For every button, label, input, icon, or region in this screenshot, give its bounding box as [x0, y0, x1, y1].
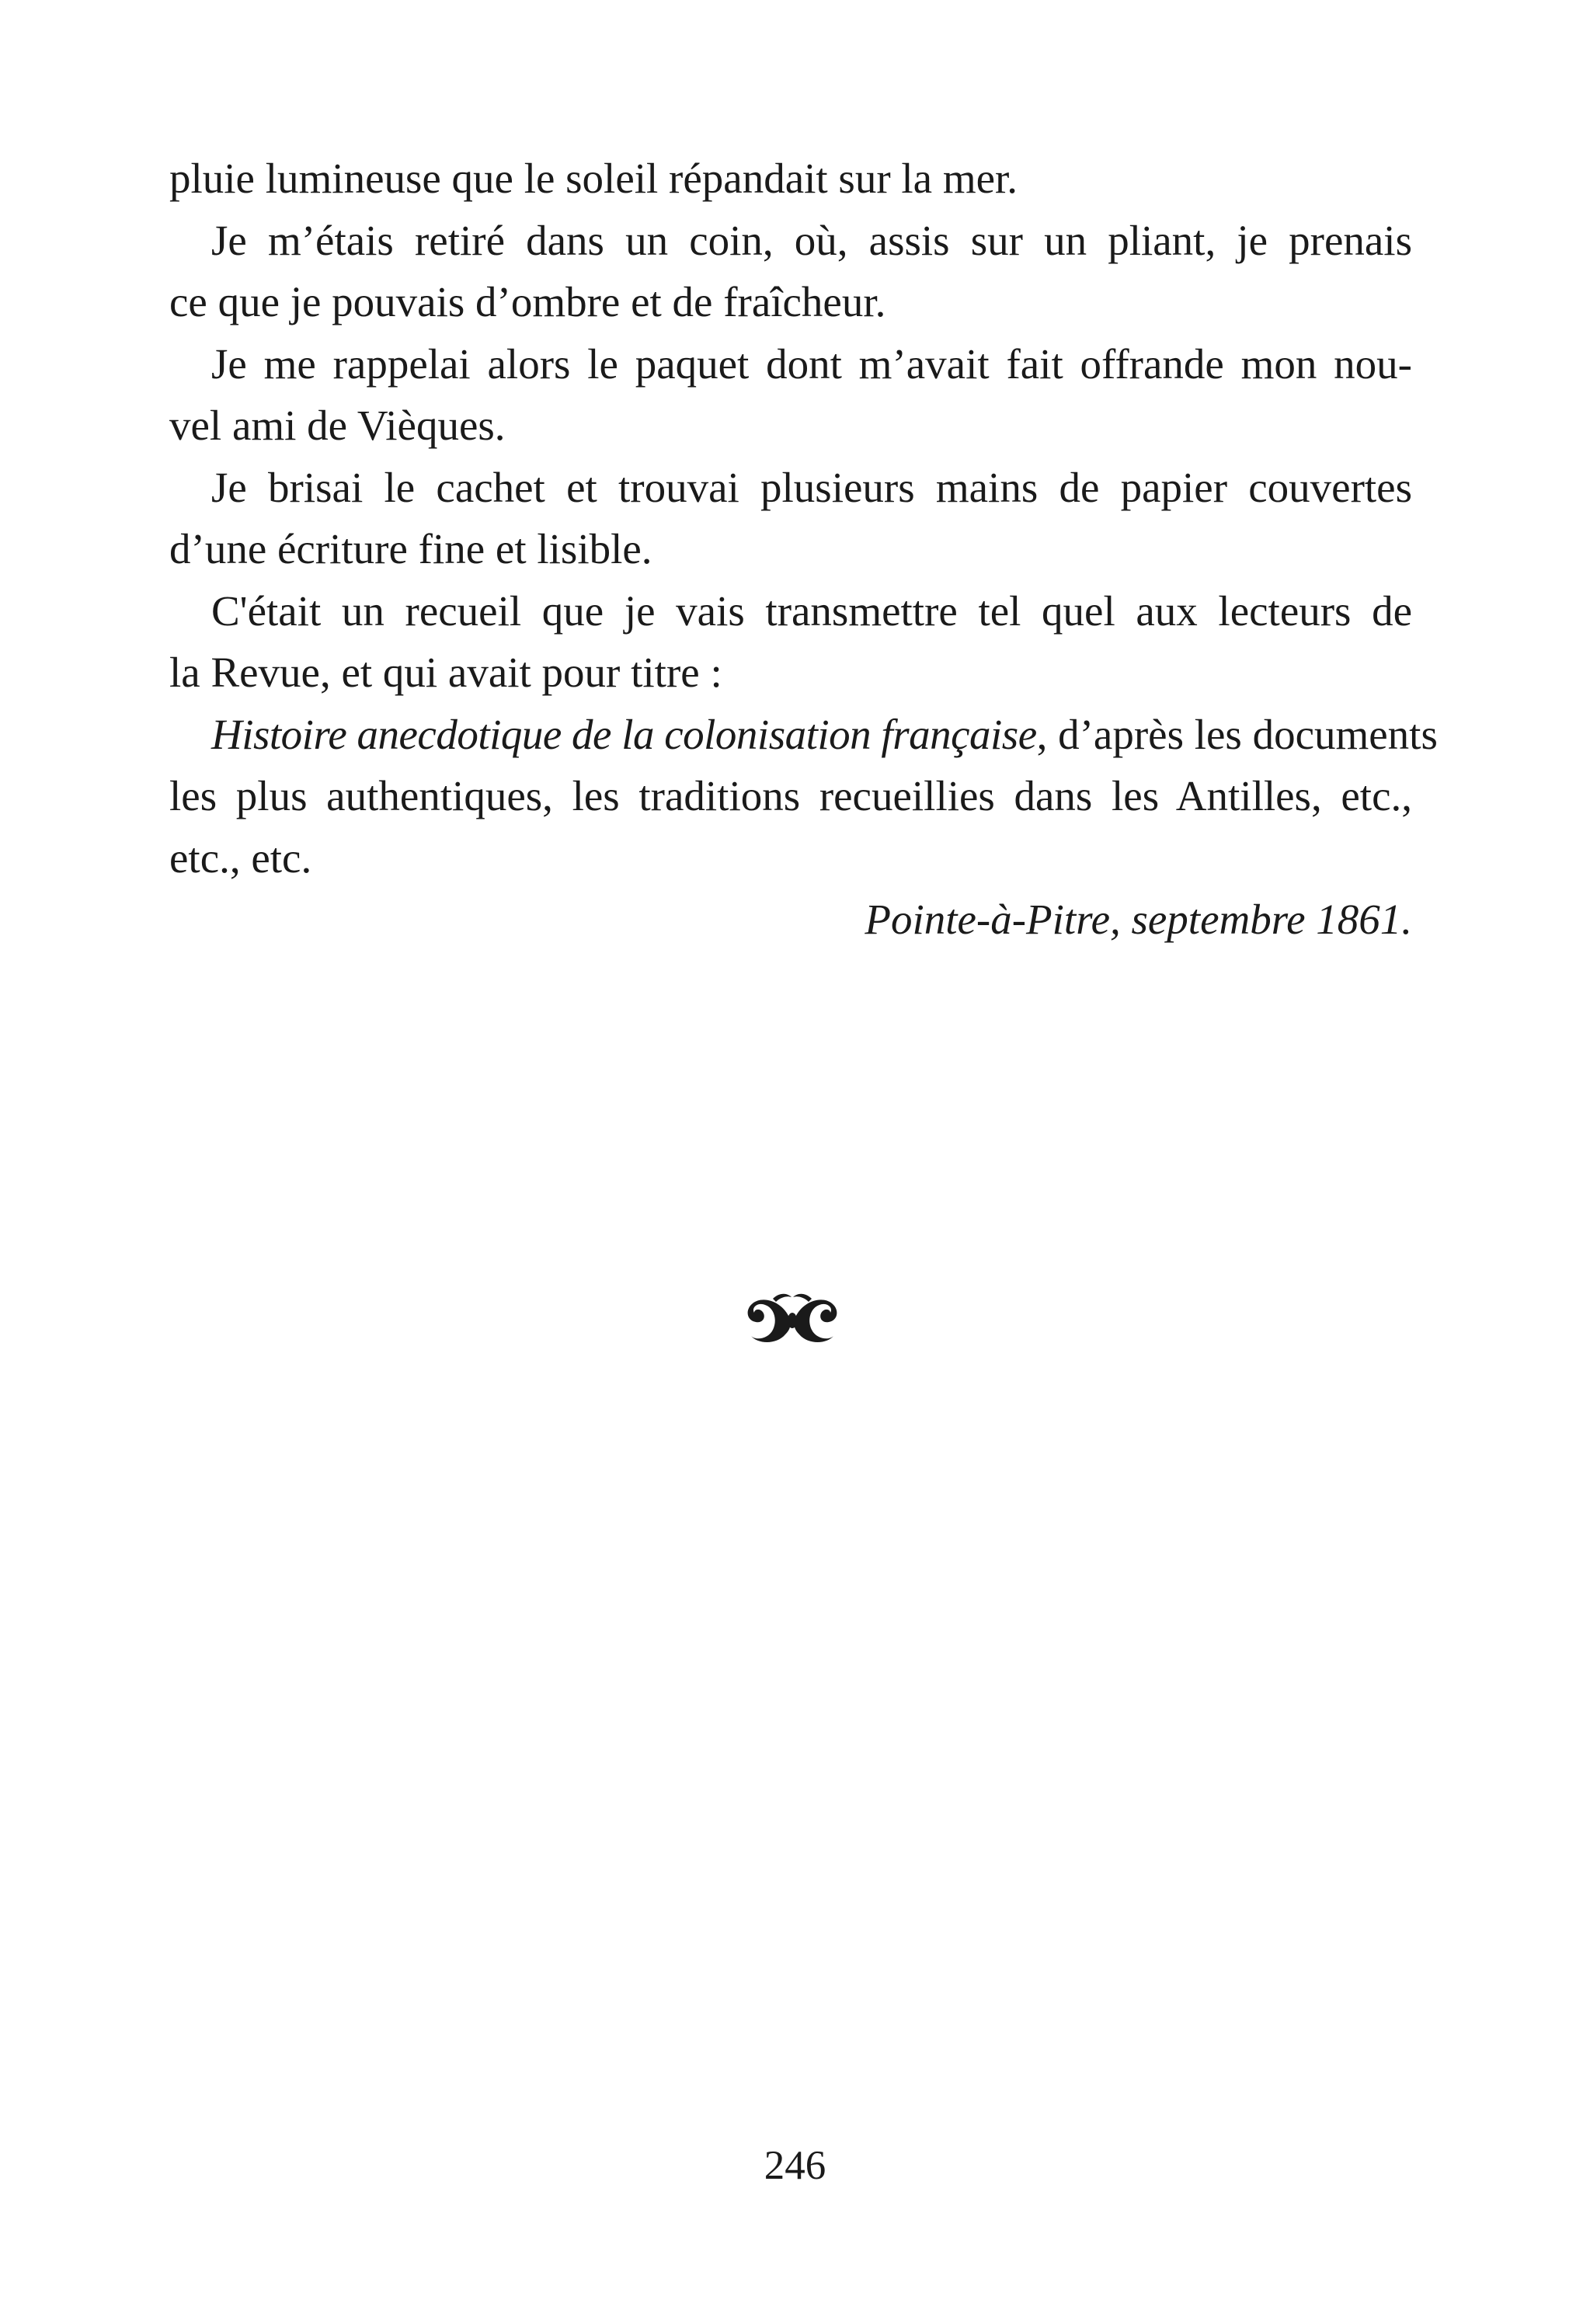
signature-dateline: Pointe-à-Pitre, septembre 1861. [865, 896, 1412, 943]
text-line: Je m’étais retiré dans un coin, où, assis sur un pliant, je prenais [211, 216, 1412, 264]
book-title: Histoire anecdotique de la colonisation française [211, 710, 1037, 758]
fleuron-ornament-icon [742, 1282, 843, 1352]
page-number: 246 [764, 2143, 826, 2188]
text-line: d’une écriture fine et lisible. [169, 525, 652, 572]
text-line: vel ami de Vièques. [169, 402, 506, 449]
text-line: C'était un recueil que je vais transmettre tel quel aux lecteurs de [211, 586, 1412, 635]
text-line: pluie lumineuse que le soleil répandait sur la mer. [169, 155, 1018, 202]
text-line: etc., etc. [169, 833, 312, 882]
text-line: les plus authentiques, les traditions recueillies dans les Antilles, etc., [169, 772, 1412, 819]
title-line [169, 704, 1438, 766]
text-line: la Revue, et qui avait pour titre : [169, 649, 722, 696]
body-text [169, 148, 1438, 951]
text-line: Je brisai le cachet et trouvai plusieurs mains de papier couvertes [211, 463, 1412, 511]
text-line: ce que je pouvais d’ombre et de fraîcheur. [169, 278, 886, 325]
text-line: Je me rappelai alors le paquet dont m’avait fait offrande mon nou- [211, 339, 1412, 388]
title-line-rest: , d’après les documents [1036, 710, 1438, 758]
